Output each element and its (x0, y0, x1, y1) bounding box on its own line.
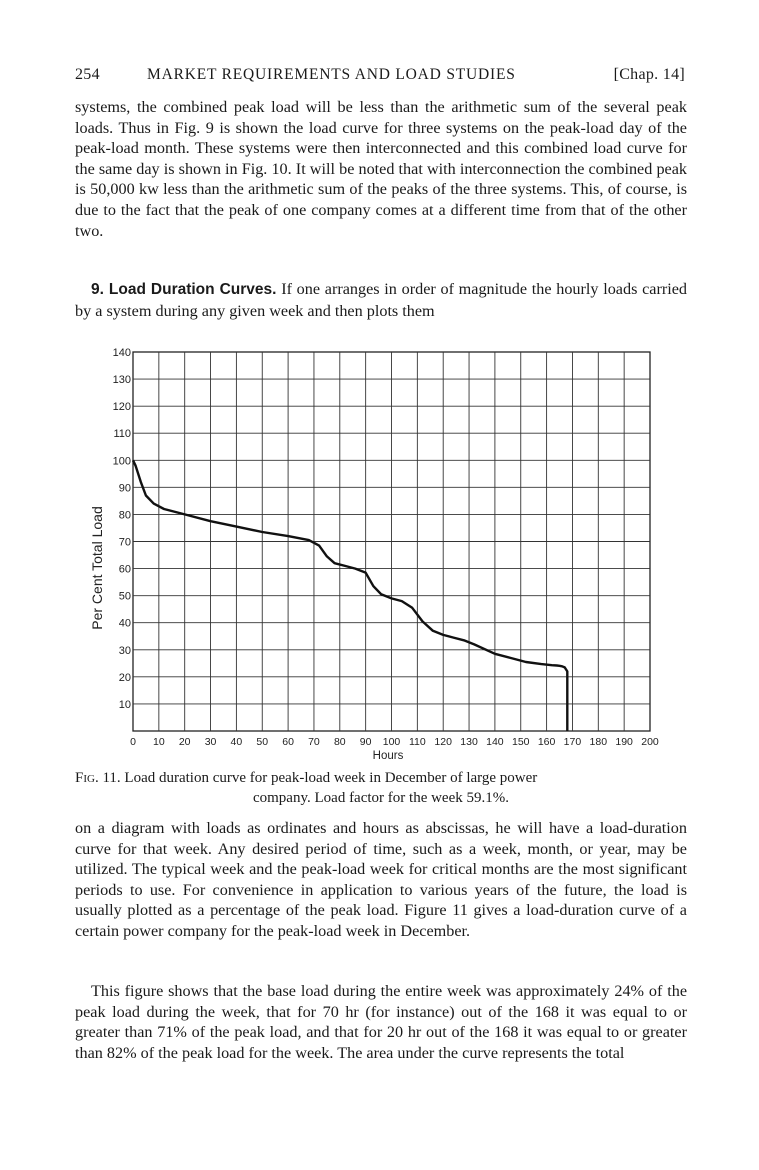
page-number: 254 (75, 66, 100, 83)
x-tick-label: 110 (408, 736, 426, 748)
section-heading: 9. Load Duration Curves. (91, 281, 277, 298)
y-tick-label: 80 (118, 509, 131, 522)
x-tick-label: 40 (230, 736, 243, 748)
x-tick-label: 180 (589, 736, 608, 748)
body-paragraph-1: systems, the combined peak load will be less than the arithmetic sum of the several peak loads. Thus in Fig. 9 is shown the load curve for three systems on the peak-load day of the peak-load month. These systems were then interconnected and this combined load curve for the same day is shown in Fig. 10. It will be noted that with interconnection the combined peak is 50,000 kw less than the arithmetic sum of the peaks of the three systems. This, of course, is due to the fact that the peak of one company comes at a different time from that of the other two. (75, 98, 687, 240)
x-tick-label: 140 (486, 736, 504, 748)
x-tick-label: 190 (615, 736, 633, 748)
x-tick-label: 130 (460, 736, 478, 748)
running-header (75, 66, 685, 90)
caption-line-1: Load duration curve for peak-load week in December of large power (124, 770, 538, 786)
x-tick-label: 120 (434, 736, 452, 748)
x-tick-label: 80 (333, 736, 346, 748)
y-tick-label: 30 (118, 644, 131, 657)
y-tick-label: 120 (112, 401, 131, 414)
y-tick-label: 70 (118, 536, 131, 549)
y-tick-label: 100 (112, 455, 131, 468)
y-axis-label: Per Cent Total Load (89, 506, 105, 630)
y-tick-label: 130 (112, 374, 131, 387)
x-tick-label: 60 (282, 736, 294, 748)
x-tick-label: 170 (563, 736, 582, 748)
body-paragraph-4 (75, 981, 687, 1063)
body-paragraph-3: on a diagram with loads as ordinates and hours as abscissas, he will have a load-duration curve for that week. Any desired period of time, such as a week, month, or year, may be utilized. The typical week and the peak-load week for critical months are the most significant periods to use. For convenience in application to various years of the future, the load is usually plotted as a percentage of the peak load. Figure 11 gives a load-duration curve of a certain power company for the peak-load week in December. (75, 819, 687, 940)
x-tick-label: 200 (641, 736, 659, 748)
x-tick-label: 90 (359, 736, 372, 748)
running-title: MARKET REQUIREMENTS AND LOAD STUDIES (147, 66, 516, 83)
x-tick-label: 10 (153, 736, 165, 748)
body-paragraph-2 (75, 279, 687, 321)
y-tick-label: 90 (118, 482, 131, 495)
caption-line-2: company. Load factor for the week 59.1%. (252, 790, 509, 806)
x-axis-label: Hours (372, 750, 404, 762)
figure-label: Fig. 11. (75, 770, 121, 786)
x-axis-ticks (130, 736, 659, 748)
x-tick-label: 50 (256, 736, 269, 748)
x-tick-label: 160 (537, 736, 556, 748)
y-tick-label: 60 (118, 563, 131, 576)
y-tick-label: 50 (118, 590, 131, 603)
x-tick-label: 150 (511, 736, 530, 748)
paragraph-4-text: This figure shows that the base load during the entire week was approximately 24% of the peak load during the week, that for 70 hr (for instance) out of the 168 it was equal to or greater than 71% of the peak load, and that for 20 hr out of the 168 it was equal to or greater than 82% of the peak load for the week. The area under the curve represents the total (75, 982, 687, 1062)
x-tick-label: 20 (178, 736, 191, 748)
chapter-marker: [Chap. 14] (613, 66, 685, 83)
y-tick-label: 40 (118, 617, 131, 630)
y-tick-label: 10 (118, 698, 131, 711)
y-tick-label: 20 (118, 671, 131, 684)
y-axis-ticks (113, 347, 131, 711)
x-tick-label: 70 (308, 736, 320, 748)
paragraph-2-text: If one arranges in order of magnitude the hourly loads carried by a system during any given week and then plots them (75, 280, 688, 320)
x-tick-label: 100 (382, 736, 401, 748)
y-tick-label: 140 (112, 347, 131, 359)
y-tick-label: 110 (113, 428, 131, 441)
x-tick-label: 0 (130, 736, 136, 748)
x-tick-label: 30 (204, 736, 217, 748)
chart-grid (133, 352, 650, 731)
load-duration-chart (80, 338, 680, 768)
